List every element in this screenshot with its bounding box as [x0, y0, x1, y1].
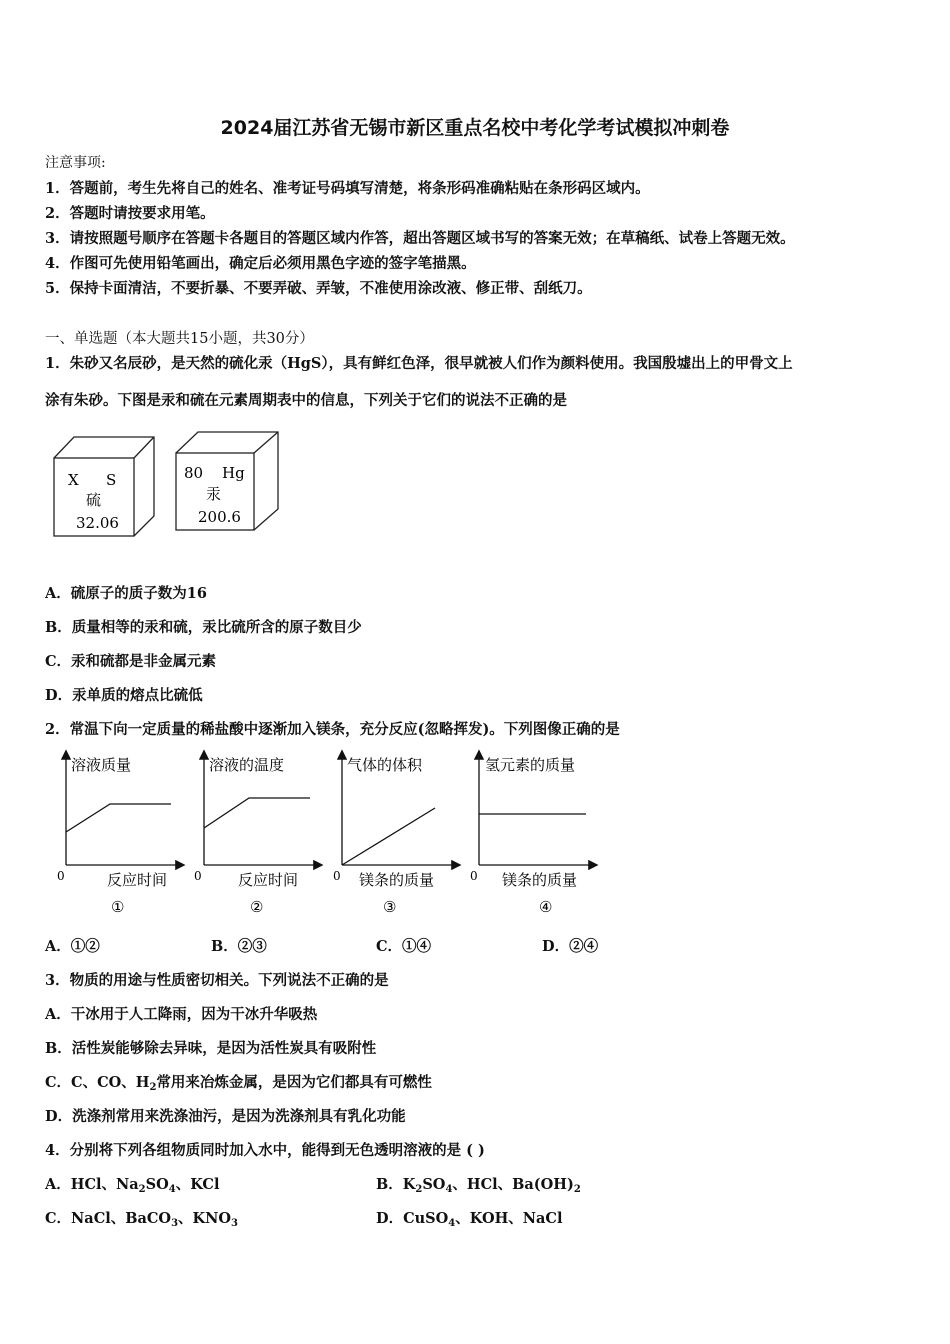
q1-option-c: C．汞和硫都是非金属元素 — [45, 653, 217, 670]
q4-option-b: B．$K_2SO_4$、HCl、$Ba(OH)_2$ — [376, 1176, 581, 1195]
q4-stem: 4．分别将下列各组物质同时加入水中，能得到无色透明溶液的是 ( ) — [45, 1142, 485, 1159]
q1-option-b: B．质量相等的汞和硫，汞比硫所含的原子数目少 — [45, 619, 362, 636]
card-hg-symbol: Hg — [222, 464, 245, 482]
element-cards-figure — [50, 430, 290, 542]
graph-4-xlabel: 镁条的质量 — [502, 871, 578, 889]
exam-title: 2024届江苏省无锡市新区重点名校中考化学考试模拟冲刺卷 — [220, 117, 730, 139]
card-s-symbol: S — [106, 471, 117, 489]
graph-3-xlabel: 镁条的质量 — [359, 871, 435, 889]
q4-option-a: A．HCl、$Na_2SO_4$、KCl — [45, 1176, 220, 1195]
graph-2-ylabel: 溶液的温度 — [209, 756, 285, 774]
card-s-name: 硫 — [86, 491, 102, 509]
graph-1-number: ① — [111, 898, 125, 916]
graph-1-ylabel: 溶液质量 — [71, 756, 132, 774]
q2-graphs — [45, 748, 615, 920]
q1-option-a: A．硫原子的质子数为16 — [45, 585, 207, 602]
q2-option-b: B．②③ — [211, 938, 267, 955]
notice-item: 1．答题前，考生先将自己的姓名、准考证号码填写清楚，将条形码准确粘贴在条形码区域内。 — [45, 180, 650, 197]
q2-option-c: C．①④ — [376, 938, 432, 955]
notice-item: 5．保持卡面清洁，不要折暴、不要弄破、弄皱，不准使用涂改液、修正带、刮纸刀。 — [45, 280, 592, 297]
card-hg-number: 80 — [184, 464, 204, 482]
graph-1-origin: 0 — [57, 869, 65, 883]
graph-4-number: ④ — [539, 898, 553, 916]
q3-stem: 3．物质的用途与性质密切相关。下列说法不正确的是 — [45, 972, 389, 989]
graph-4-origin: 0 — [470, 869, 478, 883]
notice-heading: 注意事项: — [45, 155, 106, 171]
section-heading: 一、单选题（本大题共15小题，共30分） — [45, 331, 314, 347]
card-s-mass: 32.06 — [76, 514, 119, 532]
card-hg-mass: 200.6 — [198, 508, 241, 526]
graph-3-origin: 0 — [333, 869, 341, 883]
q2-stem: 2．常温下向一定质量的稀盐酸中逐渐加入镁条，充分反应(忽略挥发)。下列图像正确的是 — [45, 721, 620, 738]
graph-1-xlabel: 反应时间 — [107, 871, 168, 889]
q2-option-d: D．②④ — [542, 938, 599, 955]
q3-option-d: D．洗涤剂常用来洗涤油污，是因为洗涤剂具有乳化功能 — [45, 1108, 406, 1125]
card-hg-name: 汞 — [206, 485, 222, 503]
graph-4-ylabel: 氢元素的质量 — [485, 756, 576, 774]
q3-option-c: C．C、CO、$H_2$常用来冶炼金属，是因为它们都具有可燃性 — [45, 1074, 432, 1093]
graph-2-line — [204, 798, 310, 828]
graph-3-line — [342, 808, 435, 865]
q1-stem-line1: 1．朱砂又名辰砂，是天然的硫化汞（HgS），具有鲜红色泽，很早就被人们作为颜料使用。我国殷墟出上的甲骨文上 — [45, 355, 793, 372]
graph-2-number: ② — [250, 898, 264, 916]
graph-3-ylabel: 气体的体积 — [347, 756, 423, 774]
q3-option-b: B．活性炭能够除去异味，是因为活性炭具有吸附性 — [45, 1040, 377, 1057]
q4-option-c: C．NaCl、BaCO$_3$、$KNO_3$ — [45, 1210, 238, 1229]
q1-stem-line2: 涂有朱砂。下图是汞和硫在元素周期表中的信息，下列关于它们的说法不正确的是 — [45, 392, 567, 409]
notice-item: 4．作图可先使用铅笔画出，确定后必须用黑色字迹的签字笔描黑。 — [45, 255, 476, 272]
q1-option-d: D．汞单质的熔点比硫低 — [45, 687, 203, 704]
graph-2-origin: 0 — [194, 869, 202, 883]
q3-option-a: A．干冰用于人工降雨，因为干冰升华吸热 — [45, 1006, 318, 1023]
q2-option-a: A．①② — [45, 938, 100, 955]
graph-2-xlabel: 反应时间 — [238, 871, 299, 889]
notice-item: 2．答题时请按要求用笔。 — [45, 205, 215, 222]
q4-option-d: D．CuSO$_4$、KOH、NaCl — [376, 1210, 563, 1229]
graph-1-line — [66, 804, 171, 832]
notice-item: 3．请按照题号顺序在答题卡各题目的答题区域内作答，超出答题区域书写的答案无效；在草稿纸、试卷上答题无效。 — [45, 230, 795, 247]
graph-3-number: ③ — [383, 898, 397, 916]
card-s-x: X — [68, 471, 79, 489]
